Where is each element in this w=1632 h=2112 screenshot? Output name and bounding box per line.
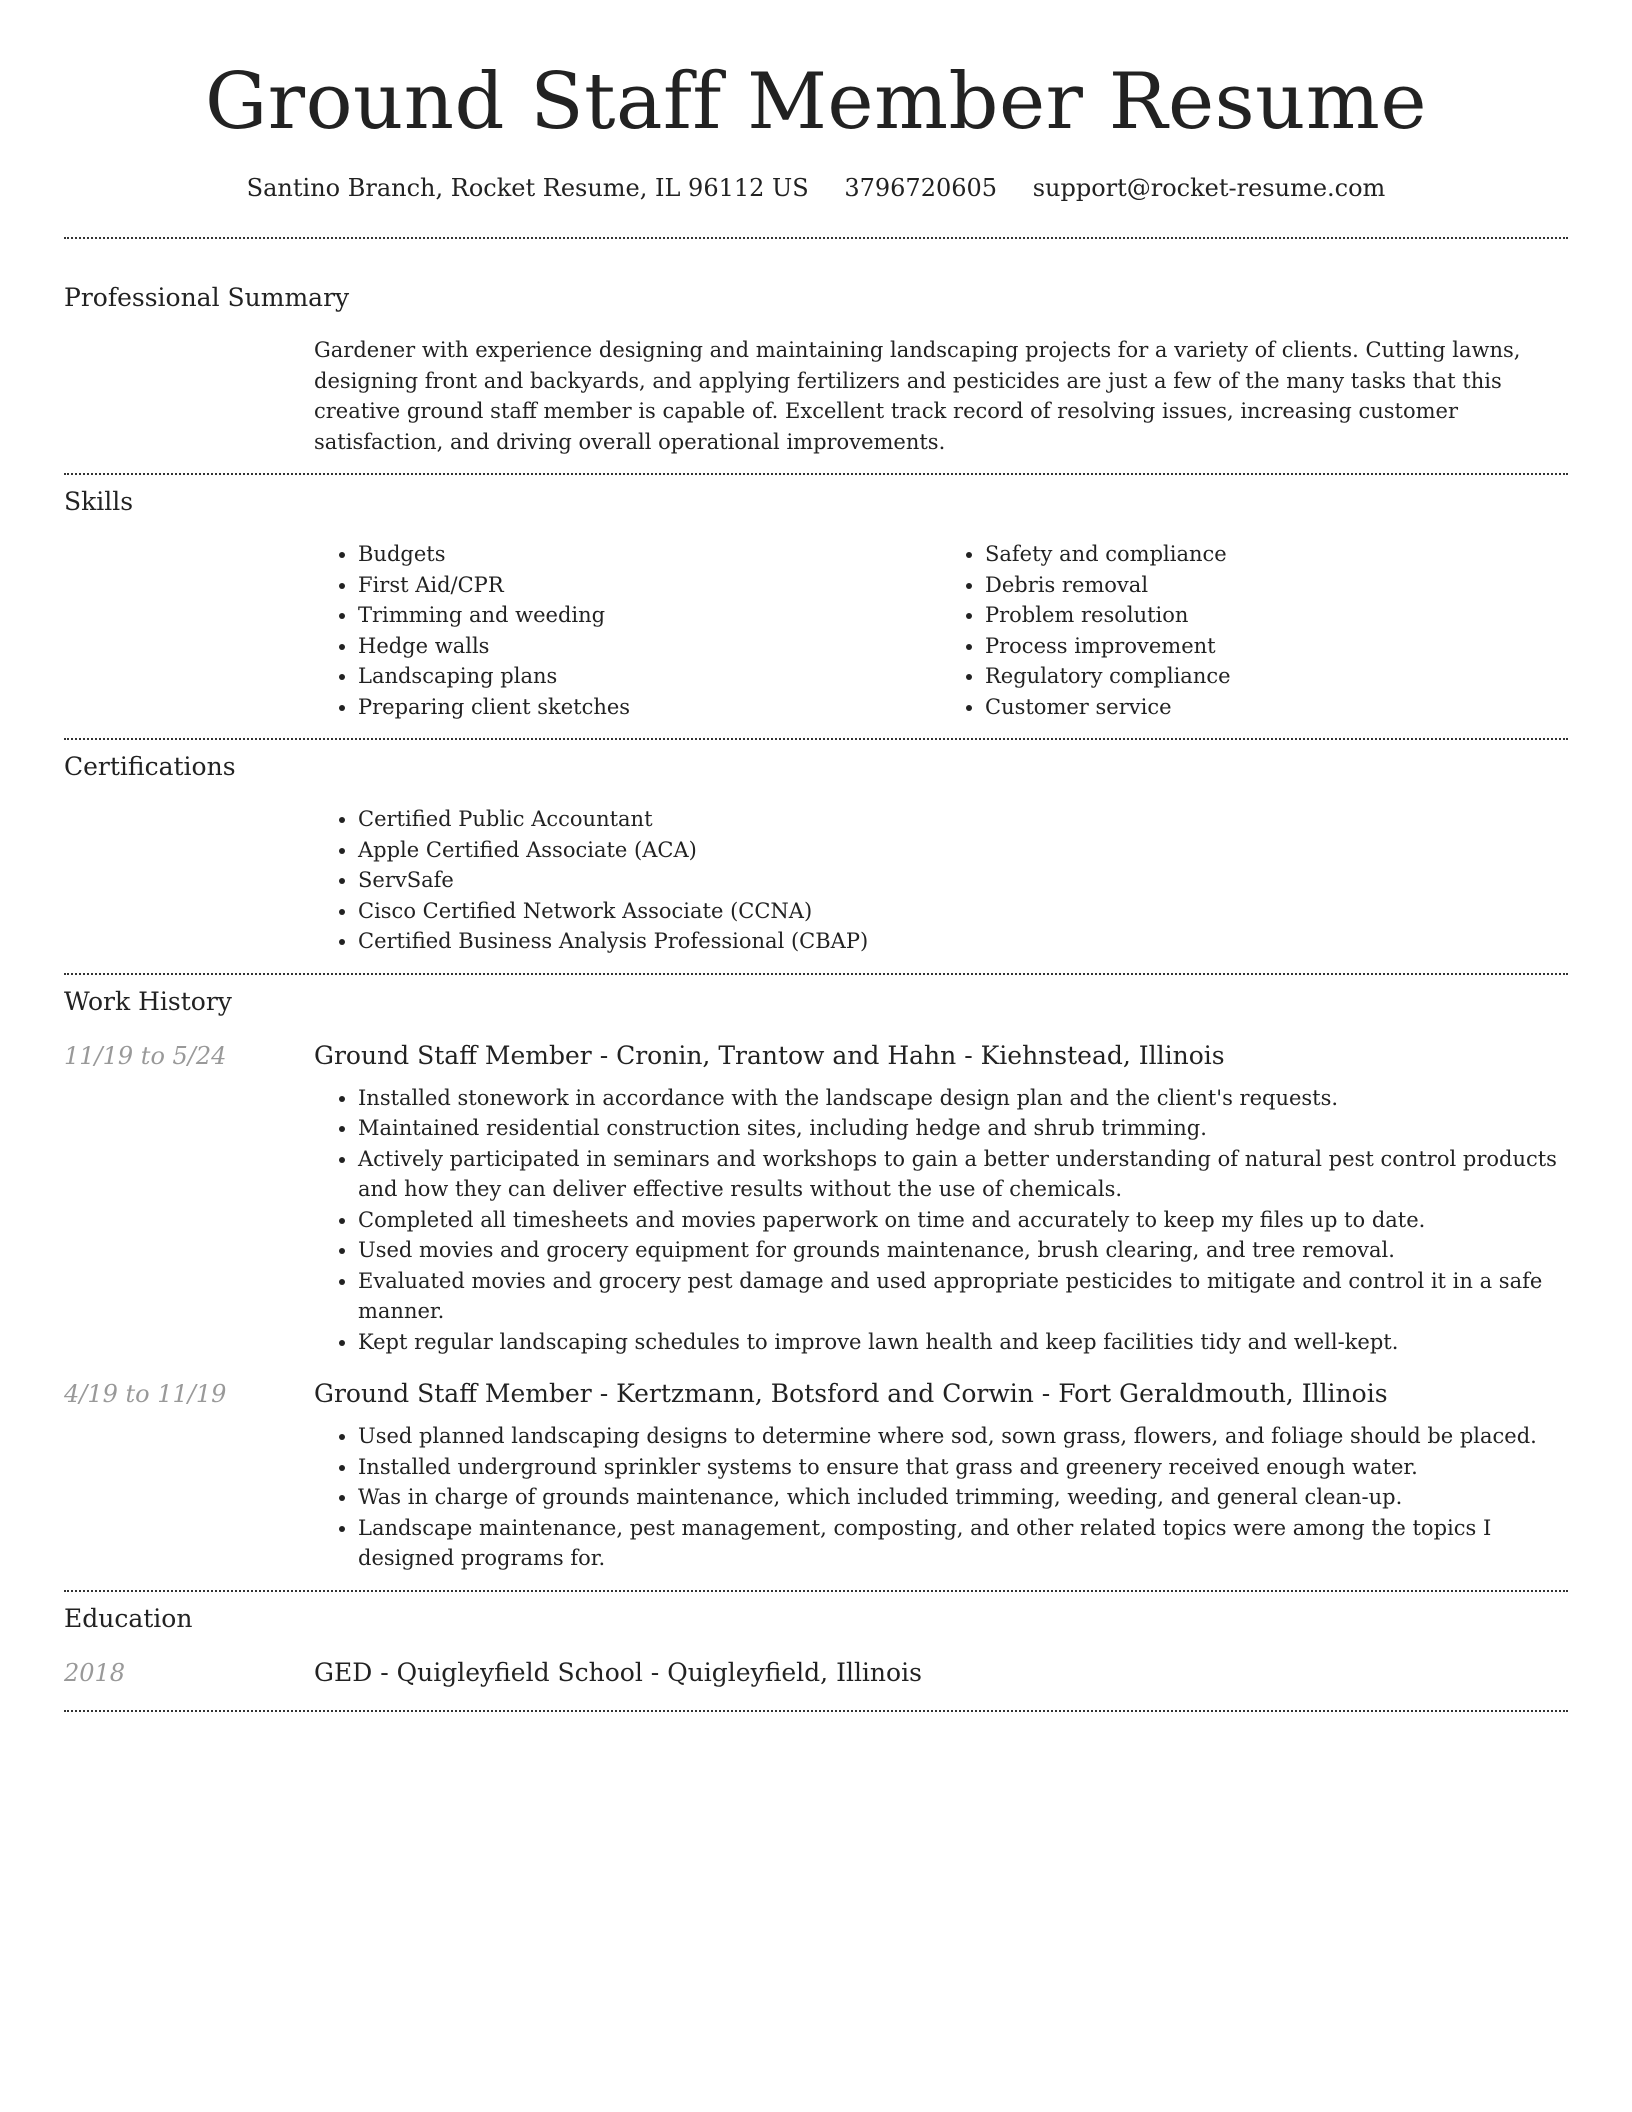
summary-section bbox=[64, 239, 1568, 457]
job-bullets bbox=[314, 1083, 1568, 1358]
education-text: GED - Quigleyfield School - Quigleyfield, Illinois bbox=[314, 1657, 922, 1687]
job-header bbox=[64, 1377, 1568, 1411]
summary-heading: Professional Summary bbox=[64, 283, 350, 312]
list-item: • Preparing client sketches bbox=[358, 692, 941, 723]
list-item: • Process improvement bbox=[985, 631, 1568, 662]
job-bullets-wrap bbox=[314, 1083, 1568, 1358]
list-item: • Installed underground sprinkler systems to ensure that grass and greenery received enough water. bbox=[358, 1452, 1568, 1483]
list-item: • Apple Certified Associate (ACA) bbox=[358, 835, 1568, 866]
job-dates: 11/19 to 5/24 bbox=[64, 1041, 227, 1070]
certifications-section bbox=[64, 740, 1568, 957]
job-bullets bbox=[314, 1421, 1568, 1574]
list-item: • Actively participated in seminars and workshops to gain a better understanding of natural pest control products and how they can deliver effective results without the use of chemicals. bbox=[358, 1144, 1568, 1205]
list-item: • Evaluated movies and grocery pest damage and used appropriate pesticides to mitigate and control it in a safe manner. bbox=[358, 1266, 1568, 1327]
job-dates: 4/19 to 11/19 bbox=[64, 1380, 227, 1408]
list-item: • Regulatory compliance bbox=[985, 661, 1568, 692]
list-item: • First Aid/CPR bbox=[358, 570, 941, 601]
work-history-section bbox=[64, 975, 1568, 1574]
skills-section bbox=[64, 475, 1568, 722]
list-item: • ServSafe bbox=[358, 865, 1568, 896]
list-item: • Landscaping plans bbox=[358, 661, 941, 692]
list-item: • Installed stonework in accordance with the landscape design plan and the client's requests. bbox=[358, 1083, 1568, 1114]
list-item: • Landscape maintenance, pest management, composting, and other related topics were among the topics I designed programs for. bbox=[358, 1513, 1568, 1574]
contact-phone: 3796720605 bbox=[844, 174, 998, 202]
education-heading: Education bbox=[64, 1603, 193, 1633]
divider bbox=[64, 1710, 1568, 1712]
contact-address: Santino Branch, Rocket Resume, IL 96112 US bbox=[246, 174, 809, 202]
job-bullets-wrap bbox=[314, 1421, 1568, 1574]
skills-heading: Skills bbox=[64, 487, 134, 516]
education-section bbox=[64, 1592, 1568, 1690]
skills-list-right bbox=[941, 539, 1568, 722]
list-item: • Customer service bbox=[985, 692, 1568, 723]
contact-email: support@rocket-resume.com bbox=[1032, 174, 1386, 202]
list-item: • Cisco Certified Network Associate (CCNA) bbox=[358, 896, 1568, 927]
list-item: • Certified Public Accountant bbox=[358, 804, 1568, 835]
list-item: • Problem resolution bbox=[985, 600, 1568, 631]
list-item: • Certified Business Analysis Professional (CBAP) bbox=[358, 926, 1568, 957]
job-title: Ground Staff Member - Cronin, Trantow and Hahn - Kiehnstead, Illinois bbox=[314, 1040, 1225, 1070]
education-date: 2018 bbox=[64, 1658, 126, 1687]
list-item: • Hedge walls bbox=[358, 631, 941, 662]
summary-text: Gardener with experience designing and maintaining landscaping projects for a variety of clients. Cutting lawns, designing front and backyards, and applying fertilizers and pesticides are just a few of the many tasks that this creative ground staff member is capable of. Excellent track record of resolving issues, increasing customer satisfaction, and driving overall operational improvements. bbox=[314, 338, 1521, 454]
list-item: • Safety and compliance bbox=[985, 539, 1568, 570]
resume-title: Ground Staff Member Resume bbox=[205, 57, 1427, 147]
list-item: • Maintained residential construction sites, including hedge and shrub trimming. bbox=[358, 1113, 1568, 1144]
list-item: • Completed all timesheets and movies paperwork on time and accurately to keep my files up to date. bbox=[358, 1205, 1568, 1236]
list-item: • Used movies and grocery equipment for grounds maintenance, brush clearing, and tree removal. bbox=[358, 1235, 1568, 1266]
work-history-heading: Work History bbox=[64, 986, 232, 1016]
list-item: • Trimming and weeding bbox=[358, 600, 941, 631]
list-item: • Used planned landscaping designs to determine where sod, sown grass, flowers, and foliage should be placed. bbox=[358, 1421, 1568, 1452]
certifications-list bbox=[314, 804, 1568, 957]
certifications-list-wrap bbox=[314, 804, 1568, 957]
list-item: • Debris removal bbox=[985, 570, 1568, 601]
list-item: • Was in charge of grounds maintenance, which included trimming, weeding, and general clean-up. bbox=[358, 1482, 1568, 1513]
list-item: • Budgets bbox=[358, 539, 941, 570]
job-entry bbox=[64, 1039, 1568, 1358]
job-entry bbox=[64, 1377, 1568, 1574]
job-header bbox=[64, 1039, 1568, 1073]
certifications-heading: Certifications bbox=[64, 752, 236, 781]
job-title: Ground Staff Member - Kertzmann, Botsford and Corwin - Fort Geraldmouth, Illinois bbox=[314, 1379, 1388, 1408]
contact-line bbox=[64, 172, 1568, 204]
skills-grid bbox=[314, 539, 1568, 722]
education-entry bbox=[64, 1656, 1568, 1690]
skills-list-left bbox=[314, 539, 941, 722]
list-item: • Kept regular landscaping schedules to improve lawn health and keep facilities tidy and well-kept. bbox=[358, 1327, 1568, 1358]
